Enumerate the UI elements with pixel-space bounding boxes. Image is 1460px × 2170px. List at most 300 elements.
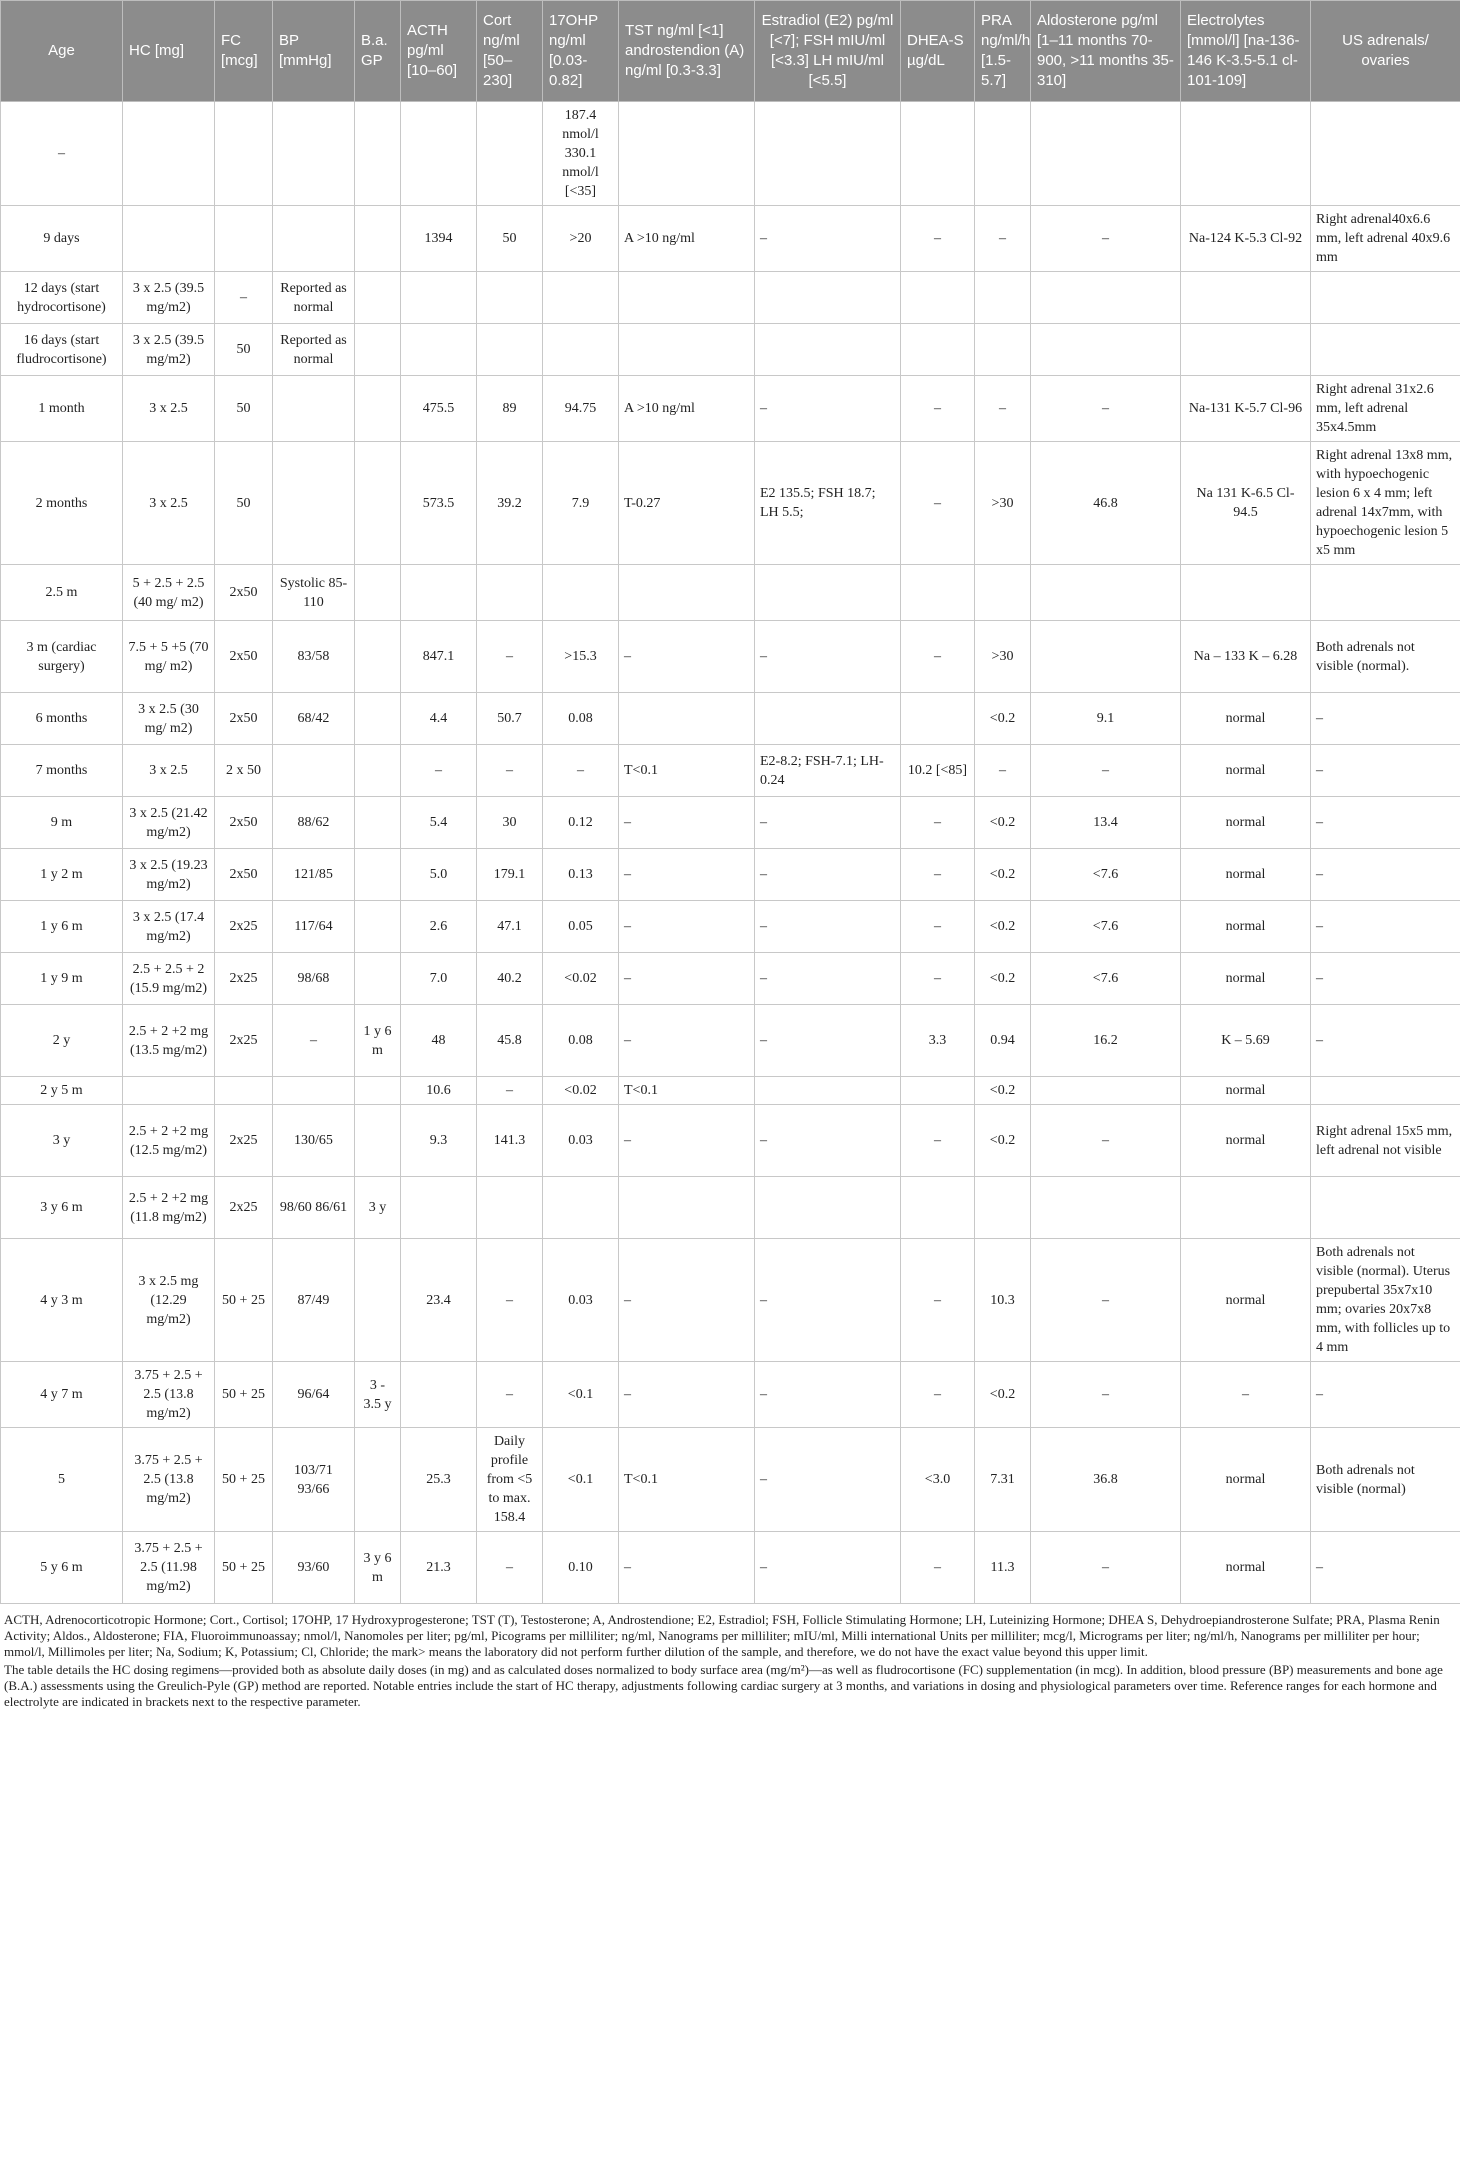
column-header: DHEA-S µg/dL [901, 1, 975, 102]
table-cell [355, 206, 401, 272]
table-cell [755, 565, 901, 621]
table-cell: 9.1 [1031, 693, 1181, 745]
table-cell: 1 y 9 m [1, 953, 123, 1005]
table-cell [273, 102, 355, 206]
table-cell: <3.0 [901, 1428, 975, 1532]
table-cell [273, 1077, 355, 1105]
table-cell: 141.3 [477, 1105, 543, 1177]
table-row [1, 745, 1460, 797]
table-cell: 0.08 [543, 1005, 619, 1077]
table-cell: 2x50 [215, 797, 273, 849]
table-cell [901, 565, 975, 621]
table-cell [1311, 565, 1460, 621]
column-header: PRA ng/ml/h [1.5-5.7] [975, 1, 1031, 102]
table-cell: 11.3 [975, 1532, 1031, 1604]
table-cell: 88/62 [273, 797, 355, 849]
table-cell [1181, 324, 1311, 376]
table-cell [355, 1077, 401, 1105]
table-cell: normal [1181, 953, 1311, 1005]
table-cell [123, 1077, 215, 1105]
table-cell: 50 [477, 206, 543, 272]
table-row [1, 1105, 1460, 1177]
table-cell: 16 days (start fludrocortisone) [1, 324, 123, 376]
table-cell: 5 [1, 1428, 123, 1532]
table-cell: 2 y [1, 1005, 123, 1077]
table-cell: 4 y 7 m [1, 1362, 123, 1428]
table-cell: 7.0 [401, 953, 477, 1005]
table-cell: 3.3 [901, 1005, 975, 1077]
table-cell: 2.6 [401, 901, 477, 953]
table-cell: – [1031, 1239, 1181, 1362]
table-cell: <0.02 [543, 1077, 619, 1105]
table-cell: – [401, 745, 477, 797]
table-cell: Right adrenal 13x8 mm, with hypoechogenic lesion 6 x 4 mm; left adrenal 14x7mm, with hypoechogenic lesion 5 x5 mm [1311, 442, 1460, 565]
table-cell: – [755, 1428, 901, 1532]
table-cell: 46.8 [1031, 442, 1181, 565]
table-cell: 3 y [355, 1177, 401, 1239]
table-row [1, 901, 1460, 953]
table-cell: 3.75 + 2.5 + 2.5 (11.98 mg/m2) [123, 1532, 215, 1604]
table-cell: 1 y 6 m [355, 1005, 401, 1077]
table-cell [477, 272, 543, 324]
table-cell: Daily profile from <5 to max. 158.4 [477, 1428, 543, 1532]
table-cell: – [975, 745, 1031, 797]
table-cell: – [619, 849, 755, 901]
table-cell: A >10 ng/ml [619, 206, 755, 272]
table-cell: – [755, 1005, 901, 1077]
table-cell: – [755, 953, 901, 1005]
table-cell: 2x25 [215, 1105, 273, 1177]
table-cell: – [755, 376, 901, 442]
table-cell: 50 + 25 [215, 1532, 273, 1604]
table-row [1, 102, 1460, 206]
table-cell: – [543, 745, 619, 797]
table-row [1, 1428, 1460, 1532]
table-cell: 3 y 6 m [1, 1177, 123, 1239]
table-cell: 3 x 2.5 [123, 745, 215, 797]
table-cell: 96/64 [273, 1362, 355, 1428]
table-cell [215, 102, 273, 206]
table-cell: – [215, 272, 273, 324]
table-cell: 0.94 [975, 1005, 1031, 1077]
table-cell: 2.5 + 2 +2 mg (13.5 mg/m2) [123, 1005, 215, 1077]
column-header: FC [mcg] [215, 1, 273, 102]
table-cell [215, 1077, 273, 1105]
table-row [1, 324, 1460, 376]
table-cell: 4 y 3 m [1, 1239, 123, 1362]
table-cell: – [619, 953, 755, 1005]
table-cell: – [619, 621, 755, 693]
table-cell: – [1031, 745, 1181, 797]
table-cell: >30 [975, 442, 1031, 565]
table-cell [975, 102, 1031, 206]
table-cell: normal [1181, 797, 1311, 849]
table-cell: 3.75 + 2.5 + 2.5 (13.8 mg/m2) [123, 1428, 215, 1532]
table-cell [543, 1177, 619, 1239]
table-cell: 3 x 2.5 (21.42 mg/m2) [123, 797, 215, 849]
table-cell [1031, 565, 1181, 621]
table-cell [543, 272, 619, 324]
table-cell [1311, 1077, 1460, 1105]
table-cell: – [1, 102, 123, 206]
table-cell [1311, 272, 1460, 324]
table-cell: Na – 133 K – 6.28 [1181, 621, 1311, 693]
table-cell: 7.31 [975, 1428, 1031, 1532]
table-cell: >15.3 [543, 621, 619, 693]
table-cell: 2x25 [215, 1005, 273, 1077]
table-cell: 30 [477, 797, 543, 849]
table-cell [1031, 1077, 1181, 1105]
table-cell: normal [1181, 1105, 1311, 1177]
table-cell: normal [1181, 1532, 1311, 1604]
table-cell: 9.3 [401, 1105, 477, 1177]
table-cell [1181, 565, 1311, 621]
table-cell [401, 565, 477, 621]
table-cell: – [477, 745, 543, 797]
table-cell: T<0.1 [619, 1428, 755, 1532]
table-cell: 50 [215, 324, 273, 376]
column-header: B.a. GP [355, 1, 401, 102]
table-cell: 0.10 [543, 1532, 619, 1604]
abbreviations-footnote: ACTH, Adrenocorticotropic Hormone; Cort., Cortisol; 17OHP, 17 Hydroxyprogesterone; TST (T), Testosterone; A, Androstendione; E2, Estradiol; FSH, Follicle Stimulating Hormone; LH, Luteinizing Hormone; DHEA S, Dehydroepiandrosterone Sulfate; PRA, Plasma Renin Activity; Aldos., Aldosterone; FIA, Fluoroimmunoassay; nmol/l, Nanomoles per liter; pg/ml, Picograms per milliliter; ng/ml, Nanograms per milliliter; mIU/ml, Milli international Units per milliliter; mcg/l, Micrograms per liter; ng/ml/h, Nanograms per milliliter per hour; mmol/l, Millimoles per liter; Na, Sodium; K, Potassium; Cl, Chloride; the mark> means the laboratory did not perform further dilution of the sample, and therefore, we do not have the exact value beyond this upper limit. [4, 1612, 1440, 1659]
table-cell: 2.5 + 2.5 + 2 (15.9 mg/m2) [123, 953, 215, 1005]
table-cell: 10.6 [401, 1077, 477, 1105]
table-cell [1031, 272, 1181, 324]
table-cell: 16.2 [1031, 1005, 1181, 1077]
table-cell: 50 + 25 [215, 1362, 273, 1428]
table-cell: – [1311, 1362, 1460, 1428]
table-cell: <7.6 [1031, 953, 1181, 1005]
column-header: ACTH pg/ml [10–60] [401, 1, 477, 102]
table-cell: 5 + 2.5 + 2.5 (40 mg/ m2) [123, 565, 215, 621]
table-cell: 179.1 [477, 849, 543, 901]
table-cell: – [901, 1105, 975, 1177]
table-cell [1181, 272, 1311, 324]
table-cell: T<0.1 [619, 745, 755, 797]
column-header: Cort ng/ml [50–230] [477, 1, 543, 102]
table-cell: – [477, 1532, 543, 1604]
table-cell [273, 745, 355, 797]
table-cell: – [619, 901, 755, 953]
table-cell: 573.5 [401, 442, 477, 565]
table-cell: 1 y 2 m [1, 849, 123, 901]
table-cell: – [755, 621, 901, 693]
table-cell: – [755, 797, 901, 849]
table-cell [1311, 102, 1460, 206]
table-cell: – [1311, 849, 1460, 901]
column-header: Estradiol (E2) pg/ml [<7]; FSH mIU/ml [<3.3] LH mIU/ml [<5.5] [755, 1, 901, 102]
table-cell [543, 565, 619, 621]
column-header: TST ng/ml [<1] androstendion (A) ng/ml [0.3-3.3] [619, 1, 755, 102]
table-cell: 3 y [1, 1105, 123, 1177]
column-header: US adrenals/ ovaries [1311, 1, 1460, 102]
table-cell [543, 324, 619, 376]
table-cell [1181, 1177, 1311, 1239]
table-cell: <0.1 [543, 1362, 619, 1428]
table-cell: 2x50 [215, 693, 273, 745]
table-cell: – [755, 901, 901, 953]
table-cell: <0.2 [975, 1077, 1031, 1105]
table-cell [1031, 621, 1181, 693]
table-cell: E2-8.2; FSH-7.1; LH-0.24 [755, 745, 901, 797]
table-row [1, 1532, 1460, 1604]
table-cell [355, 565, 401, 621]
table-cell: 3 x 2.5 (39.5 mg/m2) [123, 272, 215, 324]
table-cell: – [1031, 376, 1181, 442]
table-cell: 4.4 [401, 693, 477, 745]
table-cell [619, 272, 755, 324]
table-cell: 45.8 [477, 1005, 543, 1077]
table-cell: – [619, 1105, 755, 1177]
table-row [1, 206, 1460, 272]
table-row [1, 1239, 1460, 1362]
table-cell: T<0.1 [619, 1077, 755, 1105]
table-cell [401, 272, 477, 324]
table-cell: 10.2 [<85] [901, 745, 975, 797]
table-cell: – [619, 1532, 755, 1604]
table-row [1, 1005, 1460, 1077]
table-cell: 0.05 [543, 901, 619, 953]
table-cell: 89 [477, 376, 543, 442]
table-cell: – [273, 1005, 355, 1077]
table-cell: 117/64 [273, 901, 355, 953]
table-cell: – [1311, 797, 1460, 849]
table-cell: – [477, 1362, 543, 1428]
table-body [1, 102, 1460, 1604]
table-cell: 3 y 6 m [355, 1532, 401, 1604]
table-cell: >30 [975, 621, 1031, 693]
table-cell: 2x50 [215, 621, 273, 693]
table-cell [619, 324, 755, 376]
table-cell: 7 months [1, 745, 123, 797]
table-cell: 3 x 2.5 (39.5 mg/m2) [123, 324, 215, 376]
table-cell [355, 953, 401, 1005]
table-cell: A >10 ng/ml [619, 376, 755, 442]
table-cell: 23.4 [401, 1239, 477, 1362]
table-cell [273, 206, 355, 272]
table-cell [1031, 324, 1181, 376]
table-row [1, 797, 1460, 849]
table-cell: – [901, 797, 975, 849]
table-cell [901, 1177, 975, 1239]
table-cell: 7.9 [543, 442, 619, 565]
table-cell: – [755, 1532, 901, 1604]
table-cell: 50 + 25 [215, 1428, 273, 1532]
table-cell: normal [1181, 745, 1311, 797]
table-cell: Right adrenal 15x5 mm, left adrenal not visible [1311, 1105, 1460, 1177]
table-cell: 25.3 [401, 1428, 477, 1532]
table-cell: 3 x 2.5 [123, 442, 215, 565]
table-cell: <0.2 [975, 849, 1031, 901]
table-cell [975, 1177, 1031, 1239]
table-cell [975, 324, 1031, 376]
table-cell: – [755, 1362, 901, 1428]
table-cell [355, 102, 401, 206]
table-cell: 9 days [1, 206, 123, 272]
table-cell: 0.08 [543, 693, 619, 745]
table-cell [477, 102, 543, 206]
header-row [1, 1, 1460, 102]
table-cell [901, 102, 975, 206]
table-cell: – [901, 901, 975, 953]
table-cell: 40.2 [477, 953, 543, 1005]
table-cell: 13.4 [1031, 797, 1181, 849]
table-cell: 2x50 [215, 565, 273, 621]
table-cell [355, 901, 401, 953]
table-cell [477, 324, 543, 376]
table-cell: 50 [215, 376, 273, 442]
table-cell [355, 272, 401, 324]
table-cell: 2 months [1, 442, 123, 565]
table-cell: Both adrenals not visible (normal). Uterus prepubertal 35x7x10 mm; ovaries 20x7x8 mm, with follicles up to 4 mm [1311, 1239, 1460, 1362]
table-cell: 50 + 25 [215, 1239, 273, 1362]
table-cell: 7.5 + 5 +5 (70 mg/ m2) [123, 621, 215, 693]
table-cell: 2 x 50 [215, 745, 273, 797]
table-cell: Systolic 85-110 [273, 565, 355, 621]
table-cell: – [1311, 1532, 1460, 1604]
table-cell: – [975, 376, 1031, 442]
table-cell: – [901, 849, 975, 901]
table-cell: 121/85 [273, 849, 355, 901]
table-cell: – [755, 1239, 901, 1362]
table-cell: 5.4 [401, 797, 477, 849]
table-row [1, 1177, 1460, 1239]
table-cell [401, 102, 477, 206]
table-cell: <0.2 [975, 953, 1031, 1005]
table-cell: – [901, 1362, 975, 1428]
table-cell: 3 m (cardiac surgery) [1, 621, 123, 693]
table-cell: 1 month [1, 376, 123, 442]
table-cell [215, 206, 273, 272]
table-cell: 0.13 [543, 849, 619, 901]
table-cell: – [477, 1077, 543, 1105]
table-cell: 130/65 [273, 1105, 355, 1177]
table-cell: 2.5 m [1, 565, 123, 621]
table-cell [619, 1177, 755, 1239]
table-cell: 2x25 [215, 901, 273, 953]
table-cell: 3 x 2.5 (30 mg/ m2) [123, 693, 215, 745]
column-header: Aldosterone pg/ml [1–11 months 70-900, >11 months 35-310] [1031, 1, 1181, 102]
table-cell: 10.3 [975, 1239, 1031, 1362]
table-cell: – [755, 849, 901, 901]
table-cell: >20 [543, 206, 619, 272]
table-cell: normal [1181, 1239, 1311, 1362]
table-cell: – [1311, 901, 1460, 953]
table-cell: Right adrenal 31x2.6 mm, left adrenal 35x4.5mm [1311, 376, 1460, 442]
table-cell: – [755, 206, 901, 272]
column-header: 17OHP ng/ml [0.03-0.82] [543, 1, 619, 102]
table-cell [355, 797, 401, 849]
table-cell: <0.1 [543, 1428, 619, 1532]
table-cell: Reported as normal [273, 272, 355, 324]
table-cell [755, 693, 901, 745]
table-row [1, 565, 1460, 621]
table-cell [401, 1362, 477, 1428]
table-cell: 1 y 6 m [1, 901, 123, 953]
table-cell: – [1031, 1532, 1181, 1604]
table-cell: 3 x 2.5 [123, 376, 215, 442]
table-cell: <7.6 [1031, 849, 1181, 901]
table-cell: – [901, 621, 975, 693]
table-row [1, 1362, 1460, 1428]
table-cell: – [1031, 1362, 1181, 1428]
table-cell [755, 1077, 901, 1105]
table-cell [1031, 102, 1181, 206]
table-cell: K – 5.69 [1181, 1005, 1311, 1077]
table-cell: normal [1181, 1077, 1311, 1105]
table-cell [975, 272, 1031, 324]
table-cell: 50 [215, 442, 273, 565]
table-cell [619, 693, 755, 745]
table-cell: <0.2 [975, 1362, 1031, 1428]
table-cell: 98/68 [273, 953, 355, 1005]
table-cell: 0.03 [543, 1239, 619, 1362]
table-cell [355, 1239, 401, 1362]
table-cell: 103/71 93/66 [273, 1428, 355, 1532]
table-cell: 0.12 [543, 797, 619, 849]
table-cell [355, 849, 401, 901]
table-cell: Na 131 K-6.5 Cl-94.5 [1181, 442, 1311, 565]
table-cell: – [975, 206, 1031, 272]
table-header [1, 1, 1460, 102]
table-row [1, 442, 1460, 565]
table-cell: normal [1181, 1428, 1311, 1532]
table-cell: 83/58 [273, 621, 355, 693]
table-cell: 2 y 5 m [1, 1077, 123, 1105]
table-cell: <0.02 [543, 953, 619, 1005]
table-cell [401, 1177, 477, 1239]
table-cell [273, 376, 355, 442]
table-cell: T-0.27 [619, 442, 755, 565]
table-cell: 3.75 + 2.5 + 2.5 (13.8 mg/m2) [123, 1362, 215, 1428]
table-cell: 2x25 [215, 1177, 273, 1239]
table-cell [355, 745, 401, 797]
table-cell [755, 324, 901, 376]
table-cell: 2.5 + 2 +2 mg (11.8 mg/m2) [123, 1177, 215, 1239]
table-cell [355, 442, 401, 565]
column-header: HC [mg] [123, 1, 215, 102]
table-cell: 94.75 [543, 376, 619, 442]
table-cell [755, 272, 901, 324]
table-cell: 2x25 [215, 953, 273, 1005]
table-cell: <0.2 [975, 901, 1031, 953]
table-footnotes [0, 1604, 1460, 1710]
table-cell: – [619, 1362, 755, 1428]
table-cell: 2x50 [215, 849, 273, 901]
table-cell [477, 1177, 543, 1239]
column-header: Electrolytes [mmol/l] [na-136-146 K-3.5-5.1 cl-101-109] [1181, 1, 1311, 102]
table-cell: – [1311, 693, 1460, 745]
description-footnote: The table details the HC dosing regimens—provided both as absolute daily doses (in mg) and as calculated doses normalized to body surface area (mg/m²)—as well as fludrocortisone (FC) supplementation (in mcg). In addition, blood pressure (BP) measurements and bone age (B.A.) assessments using the Greulich-Pyle (GP) method are reported. Notable entries include the start of HC therapy, adjustments following cardiac surgery at 3 months, and variations in dosing and physiological parameters over time. Reference ranges for each hormone and electrolyte are indicated in brackets next to the respective parameter. [4, 1662, 1443, 1709]
table-cell: 3 x 2.5 (17.4 mg/m2) [123, 901, 215, 953]
table-cell: 3 - 3.5 y [355, 1362, 401, 1428]
table-cell: Both adrenals not visible (normal). [1311, 621, 1460, 693]
table-cell: <7.6 [1031, 901, 1181, 953]
table-cell [755, 1177, 901, 1239]
table-cell [355, 621, 401, 693]
table-cell: – [901, 442, 975, 565]
table-cell [619, 565, 755, 621]
table-cell: 1394 [401, 206, 477, 272]
table-cell [401, 324, 477, 376]
table-cell: – [1311, 745, 1460, 797]
table-cell [273, 442, 355, 565]
table-cell: 187.4 nmol/l 330.1 nmol/l [<35] [543, 102, 619, 206]
table-cell: 98/60 86/61 [273, 1177, 355, 1239]
table-cell [123, 206, 215, 272]
table-cell: 5 y 6 m [1, 1532, 123, 1604]
table-cell: 36.8 [1031, 1428, 1181, 1532]
